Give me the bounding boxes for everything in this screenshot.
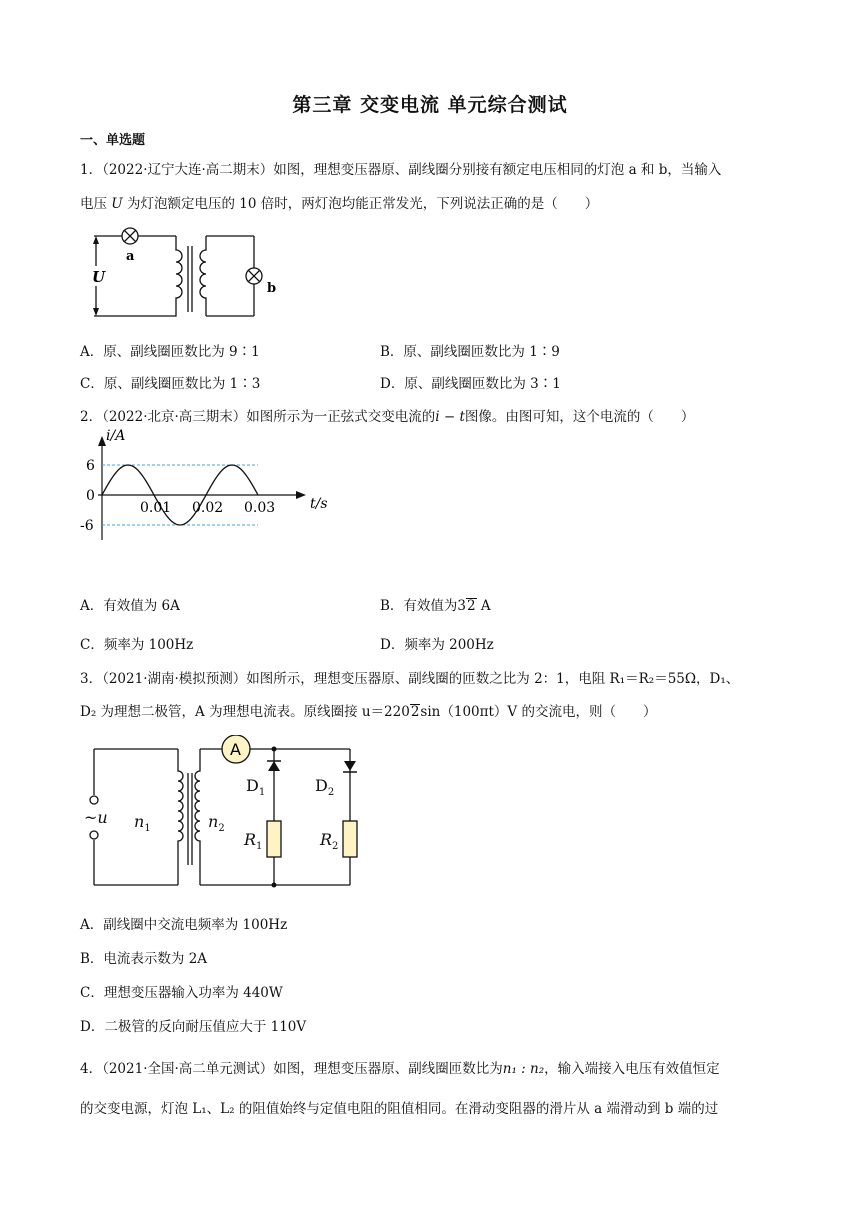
q1-option-a[interactable]: A．原、副线圈匝数比为 9∶1 [80,344,260,360]
y-tick-label: 6 [86,458,95,474]
q1-label-a: a [126,249,135,264]
x-tick-label: 0.01 [140,500,172,516]
q4-line1: 4．（2021·全国·高二单元测试）如图，理想变压器原、副线圈匝数比为n₁ : n₂，输入端接入电压有效值恒定 [80,1061,720,1077]
q1-line1: 1．（2022·辽宁大连·高二期末）如图，理想变压器原、副线圈分别接有额定电压相同的灯泡 a 和 b，当输入 [80,162,722,178]
y-tick-label: -6 [80,518,94,534]
q3-option-a[interactable]: A．副线圈中交流电频率为 100Hz [80,917,288,933]
source-label: ~u [84,808,108,827]
resistor-r2 [343,821,357,857]
n1-label: $n_1$ [134,812,151,834]
page-title: 第三章 交变电流 单元综合测试 [292,94,568,116]
d1-label: $D_1$ [246,776,266,798]
q1-label-b: b [267,281,277,296]
resistor-r1 [267,821,281,857]
q3-option-d[interactable]: D．二极管的反向耐压值应大于 110V [80,1019,307,1035]
q2-sine-chart [78,428,338,548]
diode-d2 [344,761,356,771]
q1-line2: 电压 U 为灯泡额定电压的 10 倍时，两灯泡均能正常发光，下列说法正确的是（ ） [80,196,599,212]
q1-option-b[interactable]: B．原、副线圈匝数比为 1∶9 [380,344,560,360]
q1-option-d[interactable]: D．原、副线圈匝数比为 3∶1 [380,376,561,392]
q2-option-a[interactable]: A．有效值为 6A [80,598,180,614]
q2-line1: 2．（2022·北京·高三期末）如图所示为一正弦式交变电流的i − t图像。由图可知，这个电流的（ ） [80,409,695,425]
q2-option-d[interactable]: D．频率为 200Hz [380,637,494,653]
x-axis-label: t/s [310,496,328,512]
x-axis-arrow [296,491,306,499]
q1-transformer-figure [84,222,284,322]
q4-line2: 的交变电源，灯泡 L₁、L₂ 的阻值始终与定值电阻的阻值相同。在滑动变阻器的滑片从 a 端滑动到 b 端的过 [80,1101,719,1117]
ammeter-label: A [230,740,241,759]
q3-line2: D₂ 为理想二极管，A 为理想电流表。原线圈接 u＝2202sin（100πt）V 的交流电，则（ ） [80,704,657,720]
n2-label: $n_2$ [208,812,225,834]
section-heading: 一、单选题 [80,133,146,148]
d2-label: $D_2$ [315,776,335,798]
q3-circuit-figure [82,735,372,895]
q3-line1: 3．（2021·湖南·模拟预测）如图所示，理想变压器原、副线圈的匝数之比为 2：1，电阻 R₁＝R₂＝55Ω，D₁、 [80,671,740,687]
y-tick-label: 0 [86,488,95,504]
q1-option-c[interactable]: C．原、副线圈匝数比为 1∶3 [80,376,261,392]
r1-label: $R_1$ [244,830,263,852]
y-axis-label: i/A [106,428,126,444]
q2-option-c[interactable]: C．频率为 100Hz [80,637,194,653]
x-tick-label: 0.02 [192,500,224,516]
q2-option-b[interactable]: B．有效值为32 A [380,598,491,614]
q3-option-c[interactable]: C．理想变压器输入功率为 440W [80,985,283,1001]
y-axis-arrow [98,436,106,446]
diode-d1 [268,761,280,771]
x-tick-label: 0.03 [244,500,276,516]
r2-label: $R_2$ [320,830,339,852]
q3-option-b[interactable]: B．电流表示数为 2A [80,951,208,967]
q1-label-U: U [92,268,106,286]
